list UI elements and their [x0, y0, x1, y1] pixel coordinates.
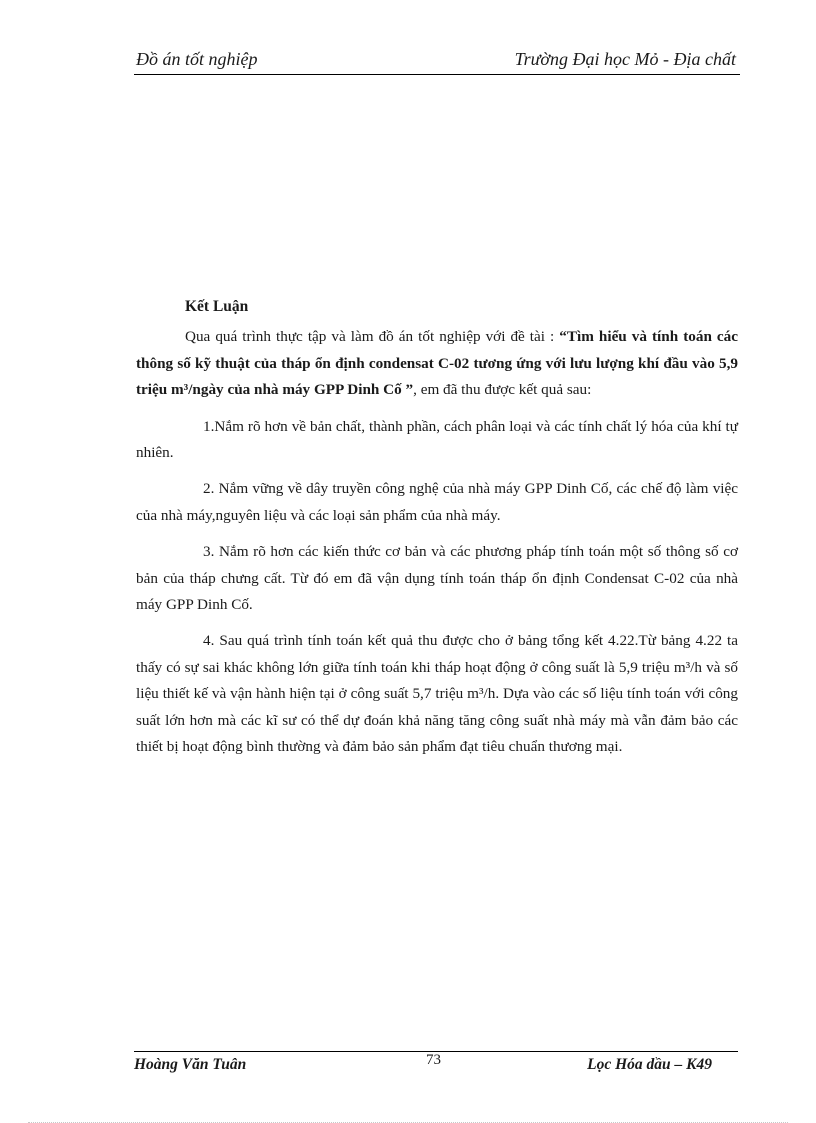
section-heading: Kết Luận — [185, 298, 249, 315]
footer-class: Lọc Hóa dầu – K49 — [587, 1056, 712, 1073]
intro-text-after: , em đã thu được kết quả sau: — [413, 381, 592, 399]
thesis-topic: “Tìm hiểu và tính toán các thông số kỹ thuật của tháp ổn định condensat C-02 tương ứng với lưu lượng khí đầu vào 5,9 triệu m³/ngày của nhà máy GPP Dinh Cố ” — [136, 328, 738, 399]
header-university: Trường Đại học Mỏ - Địa chất — [514, 49, 736, 69]
footer-author: Hoàng Văn Tuân — [134, 1056, 247, 1073]
page-number: 73 — [426, 1052, 441, 1068]
intro-text-before: Qua quá trình thực tập và làm đồ án tốt nghiệp với đề tài : — [185, 328, 560, 346]
result-item-2: 2. Nắm vững về dây truyền công nghệ của nhà máy GPP Dinh Cố, các chế độ làm việc của nhà máy,nguyên liệu và các loại sản phẩm của nhà máy. — [136, 480, 738, 524]
page-content — [136, 294, 738, 771]
intro-paragraph — [136, 324, 738, 403]
page-footer — [134, 1051, 738, 1082]
result-item-3: 3. Nắm rõ hơn các kiến thức cơ bản và các phương pháp tính toán một số thông số cơ bản của tháp chưng cất. Từ đó em đã vận dụng tính toán tháp ổn định Condensat C-02 của nhà máy GPP Dinh Cố. — [136, 543, 738, 614]
header-document-type: Đồ án tốt nghiệp — [136, 49, 258, 69]
page-header — [134, 48, 740, 75]
result-item-1: 1.Nắm rõ hơn về bản chất, thành phần, cách phân loại và các tính chất lý hóa của khí tự nhiên. — [136, 417, 738, 462]
result-item-4: 4. Sau quá trình tính toán kết quả thu được cho ở bảng tổng kết 4.22.Từ bảng 4.22 ta thấy có sự sai khác không lớn giữa tính toán khi tháp hoạt động ở công suất là 5,9 triệu m³/h và số liệu thiết kế và vận hành hiện tại ở công suất 5,7 triệu m³/h. Dựa vào các số liệu tính toán với công suất lớn hơn mà các kĩ sư có thể dự đoán khả năng tăng công suất nhà máy mà vẫn đảm bảo các thiết bị hoạt động bình thường và đảm bảo sản phẩm đạt tiêu chuẩn thương mại. — [136, 632, 738, 756]
